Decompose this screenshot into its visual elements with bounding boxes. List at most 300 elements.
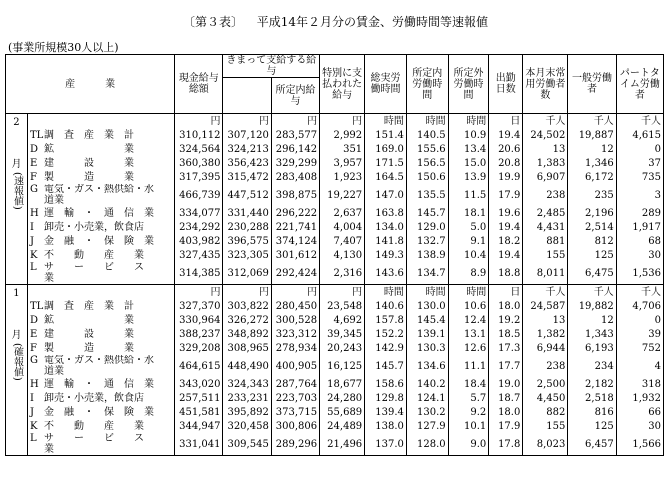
section-month xyxy=(10,287,22,343)
value-cell: 8,023 xyxy=(523,433,568,456)
value-cell: 307,120 xyxy=(223,128,271,142)
unit-cell: 日 xyxy=(489,114,523,129)
table-row xyxy=(6,262,664,285)
value-cell: 373,715 xyxy=(271,405,319,419)
industry-code: D xyxy=(29,143,38,155)
value-cell: 0 xyxy=(616,313,663,327)
industry-cell xyxy=(27,262,174,285)
value-cell: 10.1 xyxy=(448,419,489,433)
table-row xyxy=(6,170,664,184)
value-cell: 66 xyxy=(616,405,663,419)
value-cell: 360,380 xyxy=(175,156,223,170)
value-cell: 300,528 xyxy=(271,313,319,327)
industry-cell xyxy=(27,299,174,313)
value-cell: 140.2 xyxy=(406,377,448,391)
value-cell: 296,222 xyxy=(271,206,319,220)
value-cell: 169.0 xyxy=(365,142,407,156)
value-cell: 320,458 xyxy=(223,419,271,433)
table-title-text: 平成14年２月分の賃金、労働時間等速報値 xyxy=(256,15,489,29)
header-genkin: 現金給与総額 xyxy=(175,55,223,114)
value-cell: 137.0 xyxy=(365,433,407,456)
value-cell: 129.0 xyxy=(406,220,448,234)
value-cell: 130.2 xyxy=(406,405,448,419)
header-shoteigai-jikan: 所定外労働時間 xyxy=(448,55,489,114)
unit-cell: 千人 xyxy=(616,114,663,129)
value-cell: 12 xyxy=(568,313,616,327)
value-cell: 23,548 xyxy=(320,299,365,313)
industry-name: 調 査 産 業 計 xyxy=(43,129,134,141)
section-label xyxy=(6,285,28,456)
unit-cell: 円 xyxy=(271,285,319,300)
table-row xyxy=(6,355,664,377)
value-cell: 13.4 xyxy=(448,142,489,156)
value-cell: 6,475 xyxy=(568,262,616,285)
section-month-char: 2 xyxy=(13,117,20,128)
unit-label-cell xyxy=(27,285,174,300)
value-cell: 2,992 xyxy=(320,128,365,142)
value-cell: 233,231 xyxy=(223,391,271,405)
value-cell: 287,764 xyxy=(271,377,319,391)
value-cell: 234,292 xyxy=(175,220,223,234)
value-cell: 18.5 xyxy=(489,327,523,341)
unit-row xyxy=(6,285,664,300)
value-cell: 310,112 xyxy=(175,128,223,142)
value-cell: 278,934 xyxy=(271,341,319,355)
industry-name: 不 動 産 業 xyxy=(43,420,144,432)
value-cell: 19.6 xyxy=(489,206,523,220)
industry-name: 卸売・小売業，飲食店 xyxy=(43,221,144,233)
value-cell: 312,069 xyxy=(223,262,271,285)
value-cell: 155 xyxy=(523,248,568,262)
value-cell: 9.1 xyxy=(448,234,489,248)
value-cell: 2,518 xyxy=(568,391,616,405)
value-cell: 4,431 xyxy=(523,220,568,234)
value-cell: 149.3 xyxy=(365,248,407,262)
unit-cell: 円 xyxy=(223,285,271,300)
value-cell: 1,536 xyxy=(616,262,663,285)
value-cell: 812 xyxy=(568,234,616,248)
industry-name: サ ー ビ ス 業 xyxy=(43,262,164,284)
value-cell: 20,243 xyxy=(320,341,365,355)
value-cell: 816 xyxy=(568,405,616,419)
value-cell: 330,964 xyxy=(175,313,223,327)
value-cell: 8.9 xyxy=(448,262,489,285)
value-cell: 388,237 xyxy=(175,327,223,341)
section-month-char: 1 xyxy=(13,288,20,299)
value-cell: 19.4 xyxy=(489,220,523,234)
value-cell: 19,882 xyxy=(568,299,616,313)
value-cell: 18.0 xyxy=(489,405,523,419)
header-shoteinai-jikan: 所定内労働時間 xyxy=(406,55,448,114)
value-cell: 140.5 xyxy=(406,128,448,142)
table-row xyxy=(6,142,664,156)
industry-cell xyxy=(27,248,174,262)
value-cell: 1,346 xyxy=(568,156,616,170)
unit-cell: 千人 xyxy=(523,114,568,129)
value-cell: 18.8 xyxy=(489,262,523,285)
section-status: (速報値) xyxy=(11,172,23,210)
value-cell: 145.7 xyxy=(406,206,448,220)
table-row xyxy=(6,391,664,405)
value-cell: 6,907 xyxy=(523,170,568,184)
unit-cell: 円 xyxy=(271,114,319,129)
value-cell: 4,692 xyxy=(320,313,365,327)
value-cell: 19.2 xyxy=(489,313,523,327)
value-cell: 134.6 xyxy=(406,355,448,377)
industry-cell xyxy=(27,170,174,184)
value-cell: 24,587 xyxy=(523,299,568,313)
industry-code: TL xyxy=(29,129,44,141)
value-cell: 17.9 xyxy=(489,419,523,433)
value-cell: 125 xyxy=(568,248,616,262)
unit-row xyxy=(6,114,664,129)
value-cell: 157.8 xyxy=(365,313,407,327)
value-cell: 145.7 xyxy=(365,355,407,377)
industry-cell xyxy=(27,327,174,341)
industry-name: 製 造 業 xyxy=(43,171,134,183)
wage-table xyxy=(5,54,664,456)
value-cell: 17.7 xyxy=(489,355,523,377)
unit-cell: 千人 xyxy=(568,285,616,300)
industry-cell xyxy=(27,433,174,456)
value-cell: 124.1 xyxy=(406,391,448,405)
value-cell: 9.2 xyxy=(448,405,489,419)
unit-cell: 時間 xyxy=(365,285,407,300)
value-cell: 4,615 xyxy=(616,128,663,142)
industry-code: TL xyxy=(29,300,44,312)
value-cell: 230,288 xyxy=(223,220,271,234)
value-cell: 155.6 xyxy=(406,142,448,156)
value-cell: 13.1 xyxy=(448,327,489,341)
unit-cell: 日 xyxy=(489,285,523,300)
table-row xyxy=(6,419,664,433)
unit-cell: 時間 xyxy=(448,285,489,300)
header-ippan: 一般労働者 xyxy=(568,55,616,114)
value-cell: 4,004 xyxy=(320,220,365,234)
unit-cell: 時間 xyxy=(365,114,407,129)
value-cell: 451,581 xyxy=(175,405,223,419)
value-cell: 2,485 xyxy=(523,206,568,220)
value-cell: 448,490 xyxy=(223,355,271,377)
value-cell: 151.4 xyxy=(365,128,407,142)
value-cell: 296,142 xyxy=(271,142,319,156)
value-cell: 21,496 xyxy=(320,433,365,456)
value-cell: 152.2 xyxy=(365,327,407,341)
header-shukkin: 出勤日数 xyxy=(489,55,523,114)
industry-name: 建 設 業 xyxy=(43,157,134,169)
value-cell: 24,280 xyxy=(320,391,365,405)
value-cell: 134.0 xyxy=(365,220,407,234)
unit-cell: 時間 xyxy=(406,114,448,129)
table-row xyxy=(6,234,664,248)
header-part: パートタイム労働者 xyxy=(616,55,663,114)
value-cell: 1,383 xyxy=(523,156,568,170)
unit-cell: 千人 xyxy=(568,114,616,129)
value-cell: 10.6 xyxy=(448,299,489,313)
value-cell: 1,923 xyxy=(320,170,365,184)
section-month-char: 月 xyxy=(11,330,22,341)
value-cell: 11.5 xyxy=(448,184,489,206)
industry-code: J xyxy=(29,406,34,418)
header-kimatte-sub xyxy=(223,78,271,114)
industry-code: D xyxy=(29,314,38,326)
value-cell: 1,566 xyxy=(616,433,663,456)
value-cell: 147.0 xyxy=(365,184,407,206)
value-cell: 4,450 xyxy=(523,391,568,405)
value-cell: 289,296 xyxy=(271,433,319,456)
value-cell: 20.6 xyxy=(489,142,523,156)
value-cell: 134.7 xyxy=(406,262,448,285)
value-cell: 466,739 xyxy=(175,184,223,206)
value-cell: 39 xyxy=(616,327,663,341)
value-cell: 4 xyxy=(616,355,663,377)
industry-name: 電気・ガス・熱供給・水道業 xyxy=(43,355,154,377)
industry-code: L xyxy=(29,433,37,444)
value-cell: 323,312 xyxy=(271,327,319,341)
industry-name: 運 輸 ・ 通 信 業 xyxy=(43,378,154,390)
header-industry: 産 業 xyxy=(6,55,175,114)
industry-cell xyxy=(27,419,174,433)
value-cell: 127.9 xyxy=(406,419,448,433)
value-cell: 374,124 xyxy=(271,234,319,248)
value-cell: 396,575 xyxy=(223,234,271,248)
value-cell: 30 xyxy=(616,419,663,433)
value-cell: 403,982 xyxy=(175,234,223,248)
value-cell: 881 xyxy=(523,234,568,248)
value-cell: 882 xyxy=(523,405,568,419)
industry-name: 製 造 業 xyxy=(43,342,134,354)
value-cell: 7,407 xyxy=(320,234,365,248)
unit-cell: 時間 xyxy=(448,114,489,129)
table-row xyxy=(6,377,664,391)
section-month-char: 月 xyxy=(11,159,22,170)
table-number: 〔第３表〕 xyxy=(182,15,243,29)
value-cell: 344,947 xyxy=(175,419,223,433)
header-honshu: 本月末常用労働者数 xyxy=(523,55,568,114)
table-row xyxy=(6,433,664,456)
industry-name: 鉱 業 xyxy=(43,143,134,155)
industry-code: E xyxy=(29,157,38,169)
industry-code: F xyxy=(29,171,37,183)
value-cell: 1,932 xyxy=(616,391,663,405)
value-cell: 155 xyxy=(523,419,568,433)
industry-name: 鉱 業 xyxy=(43,314,134,326)
value-cell: 6,457 xyxy=(568,433,616,456)
value-cell: 8,011 xyxy=(523,262,568,285)
unit-cell: 円 xyxy=(320,114,365,129)
value-cell: 2,182 xyxy=(568,377,616,391)
industry-name: 卸売・小売業，飲食店 xyxy=(43,392,144,404)
value-cell: 5.7 xyxy=(448,391,489,405)
value-cell: 9.0 xyxy=(448,433,489,456)
section-label xyxy=(6,114,28,285)
value-cell: 24,489 xyxy=(320,419,365,433)
industry-code: G xyxy=(29,184,38,195)
value-cell: 1,343 xyxy=(568,327,616,341)
value-cell: 314,385 xyxy=(175,262,223,285)
value-cell: 142.9 xyxy=(365,341,407,355)
industry-cell xyxy=(27,142,174,156)
value-cell: 138.9 xyxy=(406,248,448,262)
value-cell: 10.4 xyxy=(448,248,489,262)
value-cell: 223,703 xyxy=(271,391,319,405)
value-cell: 12.4 xyxy=(448,313,489,327)
section-month xyxy=(10,116,22,172)
value-cell: 257,511 xyxy=(175,391,223,405)
value-cell: 130.3 xyxy=(406,341,448,355)
header-tokubetsu: 特別に支払われた給与 xyxy=(320,55,365,114)
unit-label-cell xyxy=(27,114,174,129)
industry-cell xyxy=(27,234,174,248)
value-cell: 30 xyxy=(616,248,663,262)
value-cell: 3 xyxy=(616,184,663,206)
value-cell: 19,887 xyxy=(568,128,616,142)
value-cell: 324,343 xyxy=(223,377,271,391)
table-row xyxy=(6,206,664,220)
value-cell: 156.5 xyxy=(406,156,448,170)
value-cell: 164.5 xyxy=(365,170,407,184)
unit-cell: 時間 xyxy=(406,285,448,300)
value-cell: 4,706 xyxy=(616,299,663,313)
value-cell: 132.7 xyxy=(406,234,448,248)
value-cell: 140.6 xyxy=(365,299,407,313)
value-cell: 18.7 xyxy=(489,391,523,405)
value-cell: 128.0 xyxy=(406,433,448,456)
value-cell: 17.8 xyxy=(489,433,523,456)
table-row xyxy=(6,156,664,170)
header-shoteinai: 所定内給与 xyxy=(271,78,319,114)
value-cell: 24,502 xyxy=(523,128,568,142)
industry-name: 建 設 業 xyxy=(43,328,134,340)
value-cell: 323,305 xyxy=(223,248,271,262)
industry-code: H xyxy=(29,378,39,390)
industry-cell xyxy=(27,405,174,419)
industry-code: E xyxy=(29,328,38,340)
value-cell: 129.8 xyxy=(365,391,407,405)
table-row xyxy=(6,128,664,142)
unit-cell: 千人 xyxy=(523,285,568,300)
value-cell: 68 xyxy=(616,234,663,248)
value-cell: 398,875 xyxy=(271,184,319,206)
value-cell: 309,545 xyxy=(223,433,271,456)
value-cell: 19.0 xyxy=(489,377,523,391)
industry-cell xyxy=(27,377,174,391)
value-cell: 2,514 xyxy=(568,220,616,234)
industry-name: 調 査 産 業 計 xyxy=(43,300,134,312)
table-row xyxy=(6,184,664,206)
value-cell: 158.6 xyxy=(365,377,407,391)
value-cell: 19.4 xyxy=(489,128,523,142)
value-cell: 6,944 xyxy=(523,341,568,355)
industry-cell xyxy=(27,355,174,377)
unit-cell: 千人 xyxy=(616,285,663,300)
value-cell: 125 xyxy=(568,419,616,433)
value-cell: 327,435 xyxy=(175,248,223,262)
value-cell: 150.6 xyxy=(406,170,448,184)
industry-cell xyxy=(27,128,174,142)
value-cell: 315,472 xyxy=(223,170,271,184)
value-cell: 464,615 xyxy=(175,355,223,377)
industry-cell xyxy=(27,391,174,405)
industry-cell xyxy=(27,220,174,234)
table-row xyxy=(6,327,664,341)
value-cell: 55,689 xyxy=(320,405,365,419)
value-cell: 2,637 xyxy=(320,206,365,220)
value-cell: 395,892 xyxy=(223,405,271,419)
value-cell: 139.4 xyxy=(365,405,407,419)
value-cell: 143.6 xyxy=(365,262,407,285)
value-cell: 238 xyxy=(523,355,568,377)
industry-code: G xyxy=(29,355,38,366)
value-cell: 2,196 xyxy=(568,206,616,220)
value-cell: 283,577 xyxy=(271,128,319,142)
value-cell: 283,408 xyxy=(271,170,319,184)
value-cell: 2,316 xyxy=(320,262,365,285)
industry-name: 金 融 ・ 保 険 業 xyxy=(43,235,154,247)
value-cell: 280,450 xyxy=(271,299,319,313)
value-cell: 10.9 xyxy=(448,128,489,142)
value-cell: 37 xyxy=(616,156,663,170)
industry-name: 金 融 ・ 保 険 業 xyxy=(43,406,154,418)
value-cell: 18.0 xyxy=(489,299,523,313)
value-cell: 289 xyxy=(616,206,663,220)
value-cell: 1,917 xyxy=(616,220,663,234)
industry-cell xyxy=(27,341,174,355)
value-cell: 141.8 xyxy=(365,234,407,248)
value-cell: 0 xyxy=(616,142,663,156)
value-cell: 13 xyxy=(523,313,568,327)
value-cell: 331,440 xyxy=(223,206,271,220)
industry-name: 運 輸 ・ 通 信 業 xyxy=(43,207,154,219)
value-cell: 145.4 xyxy=(406,313,448,327)
value-cell: 221,741 xyxy=(271,220,319,234)
value-cell: 18.2 xyxy=(489,234,523,248)
value-cell: 329,208 xyxy=(175,341,223,355)
value-cell: 19,227 xyxy=(320,184,365,206)
header-sojitsu: 総実労働時間 xyxy=(365,55,407,114)
value-cell: 447,512 xyxy=(223,184,271,206)
value-cell: 317,395 xyxy=(175,170,223,184)
table-row xyxy=(6,313,664,327)
value-cell: 6,172 xyxy=(568,170,616,184)
table-row xyxy=(6,299,664,313)
value-cell: 4,130 xyxy=(320,248,365,262)
industry-cell xyxy=(27,206,174,220)
value-cell: 130.0 xyxy=(406,299,448,313)
industry-name: サ ー ビ ス 業 xyxy=(43,433,164,455)
value-cell: 300,806 xyxy=(271,419,319,433)
value-cell: 13.9 xyxy=(448,170,489,184)
value-cell: 324,213 xyxy=(223,142,271,156)
scope-note: (事業所規模30人以上) xyxy=(8,41,119,54)
value-cell: 16,125 xyxy=(320,355,365,377)
value-cell: 5.0 xyxy=(448,220,489,234)
value-cell: 15.0 xyxy=(448,156,489,170)
industry-code: J xyxy=(29,235,34,247)
industry-code: I xyxy=(29,221,34,233)
value-cell: 171.5 xyxy=(365,156,407,170)
industry-cell xyxy=(27,156,174,170)
value-cell: 292,424 xyxy=(271,262,319,285)
value-cell: 318 xyxy=(616,377,663,391)
value-cell: 135.5 xyxy=(406,184,448,206)
value-cell: 20.8 xyxy=(489,156,523,170)
value-cell: 234 xyxy=(568,355,616,377)
section-status: (確報値) xyxy=(11,343,23,381)
value-cell: 19.9 xyxy=(489,170,523,184)
industry-code: K xyxy=(29,249,38,261)
value-cell: 39,345 xyxy=(320,327,365,341)
